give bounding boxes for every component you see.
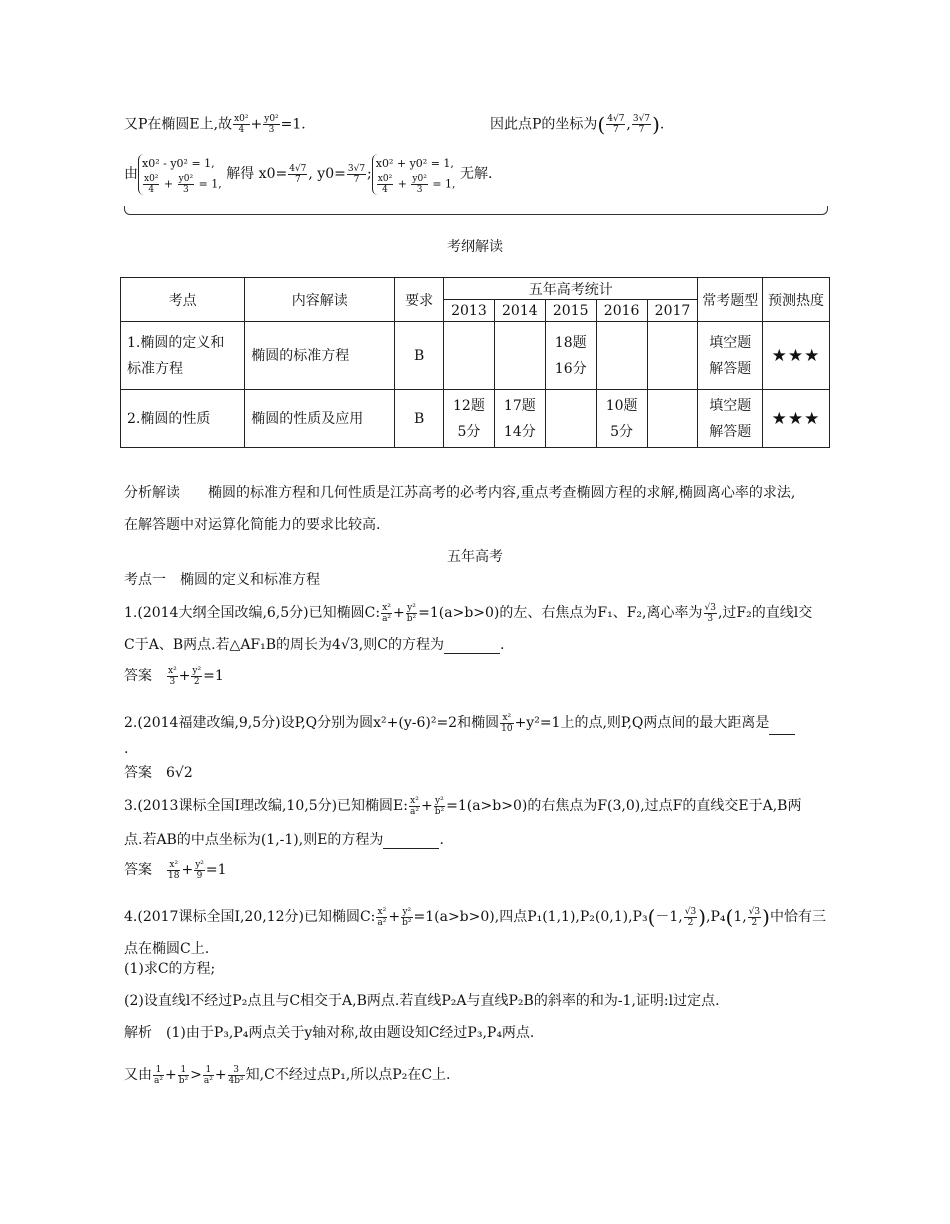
answer-blank	[769, 710, 795, 735]
question-4: 4.(2017课标全国Ⅰ,20,12分)已知椭圆C: $\frac{\text{x²}}{\text{a²}}$ + $\frac{\text{y²}}{\text{b²}}$ =1(a>b>0),四点P₁(1,1),P₂(0,1),P₃(－1, $\frac{√3}{2}$ ),P₄(1, $\frac{√3}{2}$ )中恰有三	[124, 905, 826, 929]
header-content: 内容解读	[245, 278, 395, 322]
answer-blank	[383, 830, 439, 849]
answer-2: 答案 6√2	[124, 765, 193, 781]
question-3: 3.(2013课标全国Ⅰ理改编,10,5分)已知椭圆E: $\frac{\text{x²}}{\text{a²}}$ + $\frac{\text{y²}}{\text{b²}}$ =1(a>b>0)的右焦点为F(3,0),过点F的直线交E于A,B两	[124, 795, 802, 817]
analysis-line-2: 在解答题中对运算化简能力的要求比较高.	[124, 517, 381, 533]
equation-system: x0² + y0² = 1, $\frac{\text{x0²}}{4}$ + $\frac{\text{y0²}}{3}$ = 1,	[372, 154, 456, 195]
solution-line-2: 又由 $\frac{1}{\text{a²}}$ + $\frac{1}{\text{b²}}$ > $\frac{1}{\text{a²}}$ + $\frac{3}{\text{4b²}}$ 知,C不经过点P₁,所以点P₂在C上.	[124, 1064, 451, 1086]
fraction: $\frac{3√7}{7}$	[632, 114, 651, 135]
answer-1: 答案 $\frac{\text{x²}}{3}$ + $\frac{\text{y²}}{2}$ =1	[124, 665, 224, 687]
point-coordinates: 因此点P的坐标为( $\frac{4√7}{7}$ , $\frac{3√7}{7}$ ).	[490, 112, 665, 137]
topic-heading: 考点一 椭圆的定义和标准方程	[124, 572, 320, 588]
section-title: 考纲解读	[447, 239, 503, 255]
header-type: 常考题型	[698, 278, 763, 322]
analysis-line-1: 分析解读 椭圆的标准方程和几何性质是江苏高考的必考内容,重点考查椭圆方程的求解,椭圆离心率的求法,	[124, 485, 796, 501]
header-stats: 五年高考统计	[443, 278, 697, 300]
question-4-line-2: 点在椭圆C上.	[124, 941, 210, 957]
outline-table	[120, 277, 830, 448]
question-1: 1.(2014大纲全国改编,6,5分)已知椭圆C: $\frac{\text{x²}}{\text{a²}}$ + $\frac{\text{y²}}{\text{b²}}$ =1(a>b>0)的左、右焦点为F₁、F₂,离心率为 $\frac{√3}{3}$ ,过F₂的直线l交	[124, 602, 813, 624]
header-requirement: 要求	[395, 278, 444, 322]
bracket-divider	[124, 206, 828, 215]
question-1-line-2: C于A、B两点.若△AF₁B的周长为4√3,则C的方程为 .	[124, 637, 505, 653]
table-row: 2.椭圆的性质 椭圆的性质及应用 B 12题 5分 17题 14分 10题 5分 填空题 解答题 ★★★	[121, 390, 830, 448]
fraction: $\frac{\text{x0²}}{4}$	[234, 114, 249, 135]
text: 又P在椭圆E上,故	[124, 116, 233, 133]
answer-blank	[444, 635, 500, 654]
year-cell: 2016	[596, 300, 647, 322]
fraction: $\frac{4√7}{7}$	[607, 114, 625, 135]
answer-3: 答案 $\frac{\text{x²}}{18}$ + $\frac{\text{y²}}{9}$ =1	[124, 859, 227, 881]
year-cell: 2015	[545, 300, 596, 322]
question-2: 2.(2014福建改编,9,5分)设P,Q分别为圆x²+(y-6)²=2和椭圆 $\frac{\text{x²}}{10}$ +y²=1上的点,则P,Q两点间的最大距离是	[124, 710, 795, 735]
sub-question-1: (1)求C的方程;	[124, 961, 216, 977]
header-heat: 预测热度	[763, 278, 830, 322]
top-line-1: 又P在椭圆E上,故 $\frac{\text{x0²}}{4}$ + $\frac{\text{y0²}}{3}$ =1.	[124, 114, 306, 135]
heat-stars: ★★★	[763, 322, 830, 390]
sub-question-2: (2)设直线l不经过P₂点且与C相交于A,B两点.若直线P₂A与直线P₂B的斜率的和为-1,证明:l过定点.	[124, 993, 720, 1009]
section-title: 五年高考	[447, 549, 503, 565]
question-2-line-2: .	[124, 741, 129, 757]
fraction: $\frac{\text{y0²}}{3}$	[264, 114, 279, 135]
year-cell: 2014	[494, 300, 545, 322]
top-line-2: 由 x0² - y0² = 1, $\frac{\text{x0²}}{4}$ + $\frac{\text{y0²}}{3}$ = 1, 解得 x0= $\frac{4√7}{7}$ , y0= $\frac{3√7}{7}$ ; x0² + y0² = 1, $\frac{\text{x0²}}{4}$ + $\frac{\text{y0²}}{3}$ = 1, 无解.	[124, 152, 492, 196]
solution-line-1: 解析 (1)由于P₃,P₄两点关于y轴对称,故由题设知C经过P₃,P₄两点.	[124, 1025, 535, 1041]
table-row: 1.椭圆的定义和 标准方程 椭圆的标准方程 B 18题 16分 填空题 解答题 ★★★	[121, 322, 830, 390]
header-point: 考点	[121, 278, 245, 322]
question-3-line-2: 点.若AB的中点坐标为(1,-1),则E的方程为 .	[124, 832, 444, 848]
equation-system: x0² - y0² = 1, $\frac{\text{x0²}}{4}$ + $\frac{\text{y0²}}{3}$ = 1,	[138, 154, 222, 195]
year-cell: 2017	[647, 300, 698, 322]
heat-stars: ★★★	[763, 390, 830, 448]
year-cell: 2013	[443, 300, 494, 322]
